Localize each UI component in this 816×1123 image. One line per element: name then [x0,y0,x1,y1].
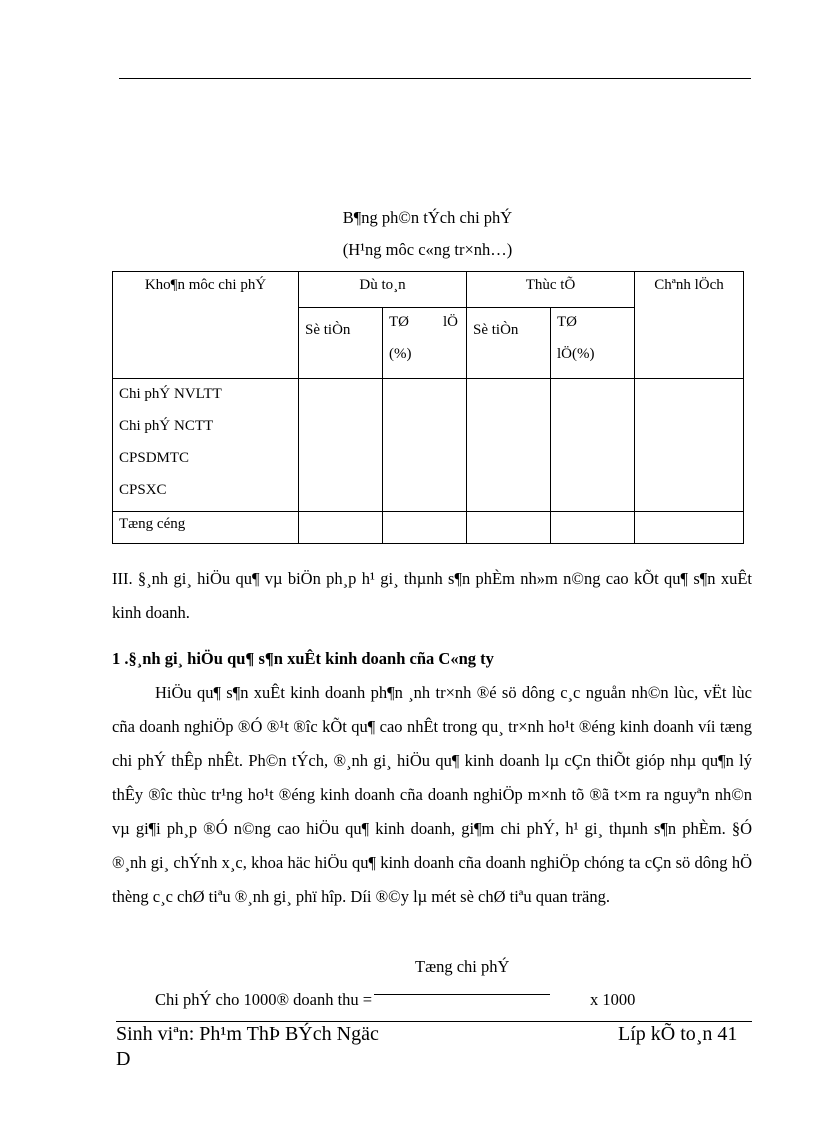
empty-cell [299,512,383,544]
cost-items-cell [113,379,299,512]
footer-student: Sinh viªn: Ph¹m ThÞ BÝch Ngäc [116,1023,379,1045]
header-actual-amount: Sè tiÒn [467,308,551,379]
empty-cell [467,379,551,512]
ratio-percent: (%) [389,346,412,362]
actual-ratio-percent: lÖ(%) [557,346,595,362]
body-paragraph: HiÖu qu¶ s¶n xuÊt kinh doanh ph¶n ¸nh tr×nh ®é sö dông c¸c nguån nh©n lùc, vËt lùc cña doanh nghiÖp ®Ó ®¹t ®îc kÕt qu¶ cao nhÊt trong qu¸ tr×nh ho¹t ®éng kinh doanh víi tæng chi phÝ thÊp nhÊt. Ph©n tÝch, ®¸nh gi¸ hiÖu qu¶ kinh doanh lµ cÇn thiÕt gióp nhµ qu¶n lý thÊy ®îc thùc tr¹ng ho¹t ®éng kinh doanh cña doanh nghiÖp m×nh tõ ®ã t×m ra nguyªn nh©n vµ gi¶i ph¸p ®Ó n©ng cao hiÖu qu¶ kinh doanh, gi¶m chi phÝ, h¹ gi¸ thµnh s¶n phÈm. §Ó ®¸nh gi¸ chÝnh x¸c, khoa häc hiÖu qu¶ kinh doanh cña doanh nghiÖp chóng ta cÇn sö dông hÖ thèng c¸c chØ tiªu ®¸nh gi¸ phï hîp. Díi ®©y lµ mét sè chØ tiªu quan träng. [112,683,752,906]
empty-cell [635,379,744,512]
formula-multiplier: x 1000 [590,990,636,1009]
header-estimate: Dù to¸n [299,272,467,308]
header-category: Kho¶n môc chi phÝ [113,272,299,379]
empty-cell [551,379,635,512]
table-subtitle: (H¹ng môc c«ng tr×nh…) [342,240,513,259]
header-estimate-ratio [383,308,467,379]
subsection-heading: 1 .§¸nh gi¸ hiÖu qu¶ s¶n xuÊt kinh doanh cña C«ng ty [112,649,494,668]
empty-cell [383,379,467,512]
empty-cell [635,512,744,544]
formula-numerator: Tæng chi phÝ [415,957,510,976]
ratio-word-1: TØ [389,314,409,330]
ratio-word-2: lÖ [443,314,458,330]
header-difference: Chªnh lÖch [635,272,744,379]
empty-cell [383,512,467,544]
cost-item: Chi phÝ NVLTT [119,386,222,402]
header-actual-ratio [551,308,635,379]
footer-class: Líp kÕ to¸n 41 [618,1023,738,1045]
footer-student-cont: D [116,1048,131,1070]
cost-analysis-table [112,271,744,544]
footer-rule [116,1021,752,1022]
header-estimate-amount: Sè tiÒn [299,308,383,379]
cost-item: CPSXC [119,482,167,498]
header-actual: Thùc tÕ [467,272,635,308]
fraction-bar [374,994,550,995]
empty-cell [299,379,383,512]
actual-ratio-word-1: TØ [557,314,577,330]
cost-item: CPSDMTC [119,450,190,466]
empty-cell [551,512,635,544]
section-heading: III. §¸nh gi¸ hiÖu qu¶ vµ biÖn ph¸p h¹ gi¸ thµnh s¶n phÈm nh»m n©ng cao kÕt qu¶ s¶n xuÊt kinh doanh. [112,569,752,622]
total-label: Tæng céng [113,512,299,544]
cost-item: Chi phÝ NCTT [119,418,214,434]
header-rule [119,78,751,79]
empty-cell [467,512,551,544]
table-title: B¶ng ph©n tÝch chi phÝ [342,208,513,227]
formula-lhs: Chi phÝ cho 1000® doanh thu = [155,990,373,1009]
